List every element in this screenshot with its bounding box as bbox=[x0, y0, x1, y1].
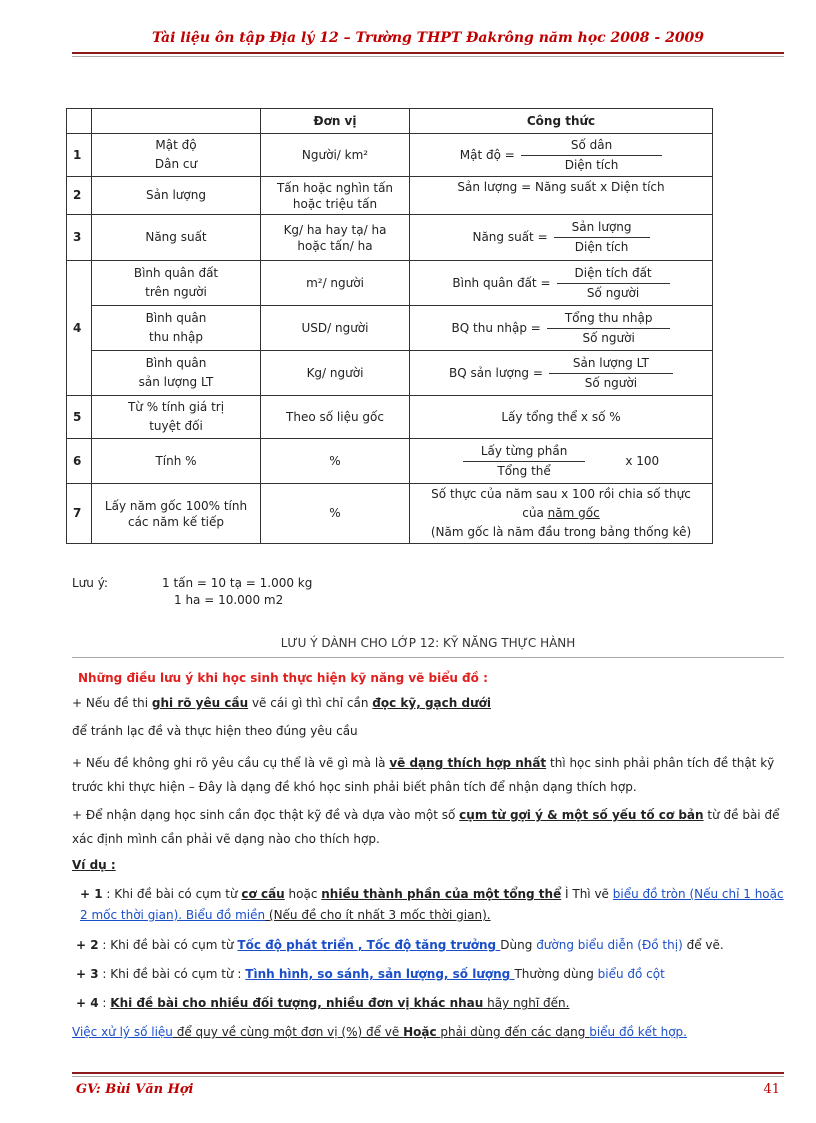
header-rule bbox=[72, 52, 784, 54]
footer-rule-thin bbox=[72, 1076, 784, 1077]
table-row bbox=[67, 396, 713, 439]
footer-author: GV: Bùi Văn Hợi bbox=[76, 1082, 194, 1097]
row-number: 6 bbox=[67, 439, 92, 484]
row-formula: BQ sản lượng = $\frac{\text{Sản lượng LT}}{\text{Số người}}$ bbox=[410, 351, 713, 396]
paragraph-1b: để tránh lạc đề và thực hiện theo đúng yêu cầu bbox=[72, 724, 358, 738]
col-unit-header: Đơn vị bbox=[261, 109, 410, 134]
row-unit: Kg/ ha hay tạ/ ha hoặc tấn/ ha bbox=[261, 215, 410, 261]
table-row bbox=[67, 439, 713, 484]
note-label: Lưu ý: bbox=[72, 576, 108, 590]
row-name: Sản lượng bbox=[92, 177, 261, 215]
page-header: Tài liệu ôn tập Địa lý 12 – Trường THPT Đakrông năm học 2008 - 2009 bbox=[151, 30, 705, 46]
table-row bbox=[67, 215, 713, 261]
row-unit: USD/ người bbox=[261, 306, 410, 351]
row-unit: Người/ km² bbox=[261, 134, 410, 177]
table-row bbox=[67, 261, 713, 306]
note-line-2: 1 ha = 10.000 m2 bbox=[174, 593, 284, 607]
row-unit: Tấn hoặc nghìn tấn hoặc triệu tấn bbox=[261, 177, 410, 215]
row-formula: Mật độ = $\frac{\text{Số dân}}{\text{Diện tích}}$ bbox=[410, 134, 713, 177]
row-name: Bình quân sản lượng LT bbox=[92, 351, 261, 396]
page-number: 41 bbox=[763, 1082, 780, 1097]
footer-rule bbox=[72, 1072, 784, 1074]
row-formula: Số thực của năm sau x 100 rồi chia số thực của năm gốc (Năm gốc là năm đầu trong bảng thống kê) bbox=[410, 484, 713, 544]
section-title: LƯU Ý DÀNH CHO LỚP 12: KỸ NĂNG THỰC HÀNH bbox=[280, 636, 576, 650]
table-row bbox=[67, 177, 713, 215]
example-3: + 3 : Khi đề bài có cụm từ : Tình hình, so sánh, sản lượng, số lượng Thường dùng biểu đồ cột bbox=[76, 967, 665, 981]
row-formula: $\frac{\text{Lấy từng phần}}{\text{Tổng thể}}$ x 100 bbox=[410, 439, 713, 484]
row-name: Lấy năm gốc 100% tính các năm kế tiếp bbox=[92, 484, 261, 544]
row-formula: Lấy tổng thể x số % bbox=[410, 396, 713, 439]
section-rule bbox=[72, 657, 784, 658]
table-row bbox=[67, 134, 713, 177]
row-unit: m²/ người bbox=[261, 261, 410, 306]
table-header-row bbox=[67, 109, 713, 134]
row-formula: Năng suất = $\frac{\text{Sản lượng}}{\text{Diện tích}}$ bbox=[410, 215, 713, 261]
row-number: 3 bbox=[67, 215, 92, 261]
paragraph-3: + Để nhận dạng học sinh cần đọc thật kỹ đề và dựa vào một số cụm từ gợi ý & một số yếu tố cơ bản từ đề bài để xác định mình cần phải vẽ dạng nào cho thích hợp. bbox=[72, 808, 780, 846]
row-unit: Theo số liệu gốc bbox=[261, 396, 410, 439]
example-2: + 2 : Khi đề bài có cụm từ Tốc độ phát triển , Tốc độ tăng trưởng Dùng đường biểu diễn (Đồ thị) để vẽ. bbox=[76, 938, 724, 952]
paragraph-2: + Nếu đề không ghi rõ yêu cầu cụ thể là vẽ gì mà là vẽ dạng thích hợp nhất thì học sinh phải phân tích đề thật kỹ trước khi thực hiện – Đây là dạng đề khó học sinh phải biết phân tích để nhận dạng thích hợp. bbox=[72, 756, 775, 794]
row-number: 4 bbox=[67, 261, 92, 396]
row-formula: Sản lượng = Năng suất x Diện tích bbox=[410, 177, 713, 215]
row-name: Bình quân thu nhập bbox=[92, 306, 261, 351]
example-1: + 1 : Khi đề bài có cụm từ cơ cấu hoặc nhiều thành phần của một tổng thể Ì Thì vẽ biểu đồ tròn (Nếu chỉ 1 hoặc 2 mốc thời gian). Biểu đồ miền (Nếu đề cho ít nhất 3 mốc thời gian). bbox=[80, 887, 784, 922]
example-4: + 4 : Khi đề bài cho nhiều đối tượng, nhiều đơn vị khác nhau hãy nghĩ đến. bbox=[76, 996, 570, 1010]
paragraph-1: + Nếu đề thi ghi rõ yêu cầu vẽ cái gì thì chỉ cần đọc kỹ, gạch dưới bbox=[72, 696, 491, 710]
table-row bbox=[67, 351, 713, 396]
row-number: 2 bbox=[67, 177, 92, 215]
row-name: Từ % tính giá trị tuyệt đối bbox=[92, 396, 261, 439]
row-formula: BQ thu nhập = $\frac{\text{Tổng thu nhập}}{\text{Số người}}$ bbox=[410, 306, 713, 351]
row-unit: % bbox=[261, 484, 410, 544]
warning-heading: Những điều lưu ý khi học sinh thực hiện kỹ năng vẽ biểu đồ : bbox=[78, 671, 488, 685]
row-number: 7 bbox=[67, 484, 92, 544]
example-5: Việc xử lý số liệu để quy về cùng một đơn vị (%) để vẽ Hoặc phải dùng đến các dạng biểu đồ kết hợp. bbox=[72, 1025, 687, 1039]
row-unit: % bbox=[261, 439, 410, 484]
header-rule-thin bbox=[72, 56, 784, 57]
row-name: Mật độ Dân cư bbox=[92, 134, 261, 177]
row-number: 1 bbox=[67, 134, 92, 177]
col-formula-header: Công thức bbox=[410, 109, 713, 134]
note-line-1: 1 tấn = 10 tạ = 1.000 kg bbox=[162, 576, 313, 590]
row-number: 5 bbox=[67, 396, 92, 439]
formula-table bbox=[66, 108, 713, 544]
row-formula: Bình quân đất = $\frac{\text{Diện tích đất}}{\text{Số người}}$ bbox=[410, 261, 713, 306]
table-row bbox=[67, 484, 713, 544]
row-unit: Kg/ người bbox=[261, 351, 410, 396]
example-heading: Ví dụ : bbox=[72, 858, 116, 872]
row-name: Bình quân đất trên người bbox=[92, 261, 261, 306]
row-name: Năng suất bbox=[92, 215, 261, 261]
row-name: Tính % bbox=[92, 439, 261, 484]
table-row bbox=[67, 306, 713, 351]
